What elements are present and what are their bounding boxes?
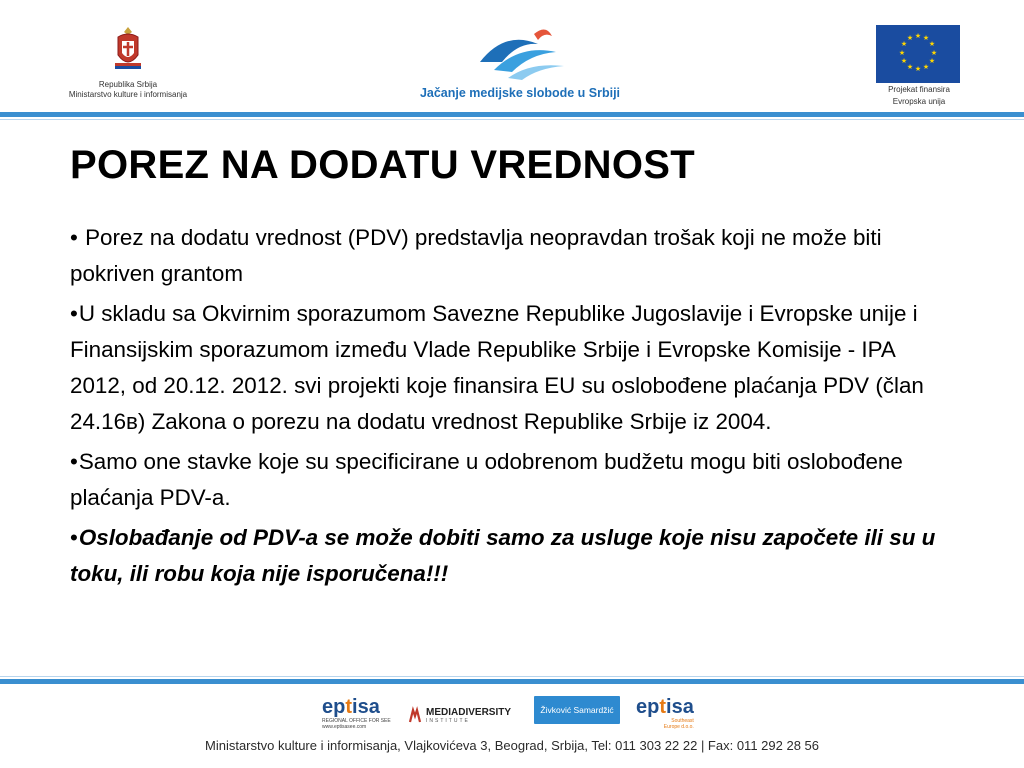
bullet-mark: • [70,225,78,250]
eptisa2-text-b: t [659,696,667,718]
eu-logo-line2: Evropska unija [892,97,946,106]
svg-text:★: ★ [930,49,938,57]
eptisa-sub2: www.eptisasee.com [322,724,367,730]
media-diversity-logo [408,700,511,730]
serbia-logo-line1: Republika Srbija [98,80,158,89]
svg-text:★: ★ [922,34,930,42]
svg-text:★: ★ [900,40,908,48]
eptisa2-sub1: Southeast [671,718,694,724]
svg-text:★: ★ [906,34,914,42]
media-diversity-icon [408,706,422,724]
eptisa-sub1: REGIONAL OFFICE FOR SEE [322,718,391,724]
svg-text:★: ★ [914,65,922,73]
eu-flag-icon [876,25,960,83]
bullet-item-emphasized [70,520,950,592]
eu-logo-line1: Projekat finansira [888,85,950,94]
eptisa-regional-logo [322,696,391,730]
bullet-text: U skladu sa Okvirnim sporazumom Savezne Republike Jugoslavije i Evropske unije i Finansijskim sporazumom između Vlade Republike Srbije i Evropske Komisije - IPA 2012, od 20.12. 2012. svi projekti koje finansira EU su oslobođene plaćanja PDV (član 24.16в) Zakona o porezu na dodatu vrednost Republike Srbije iz 2004. [70,301,924,434]
serbia-logo-line2: Ministarstvo kulture i informisanja [68,90,188,99]
eptisa-text-a: ep [322,696,346,718]
svg-text:★: ★ [900,57,908,65]
svg-text:★: ★ [928,57,936,65]
slide-header [0,0,1024,112]
serbia-coat-of-arms-icon [112,25,144,75]
eptisa-text-c: isa [352,696,380,718]
eptisa2-sub2: Europe d.o.o. [663,724,694,730]
header-divider-thin [0,119,1024,120]
zivkovic-samardzic-logo [534,696,620,726]
mdi-name1: MEDIA [426,706,459,718]
bullet-mark: • [70,525,78,550]
bullet-mark: • [70,449,78,474]
bullet-text: Samo one stavke koje su specificirane u odobrenom budžetu mogu biti oslobođene plaćanja PDV-a. [70,449,903,510]
bullet-item [70,444,950,516]
footer-address: Ministarstvo kulture i informisanja, Vlajkovićeva 3, Beograd, Srbija, Tel: 011 303 22 22 | Fax: 011 292 28 56 [205,738,819,753]
project-logo-text: Jačanje medijske slobode u Srbiji [419,86,621,100]
project-logo [400,22,640,100]
bullet-mark: • [70,301,78,326]
svg-text:★: ★ [906,63,914,71]
serbia-ministry-logo [58,25,198,100]
project-bird-icon [460,22,580,84]
bullet-list [70,220,950,596]
bullet-text: Oslobađanje od PDV-a se može dobiti samo za usluge koje nisu započete ili su u toku, ili robu koja nije isporučena!!! [70,525,936,586]
bullet-text: Porez na dodatu vrednost (PDV) predstavlja neopravdan trošak koji ne može biti pokriven grantom [70,225,882,286]
slide-footer [0,684,1024,768]
footer-divider-thin [0,676,1024,677]
svg-text:★: ★ [898,49,906,57]
zs-text: Živković Samardžić [534,696,620,724]
bullet-item [70,220,950,292]
eptisa2-text-a: ep [636,696,660,718]
svg-text:★: ★ [922,63,930,71]
slide-title: POREZ NA DODATU VREDNOST [70,143,695,187]
mdi-sub: INSTITUTE [426,717,470,724]
svg-text:★: ★ [914,32,922,40]
mdi-name2: DIVERSITY [458,706,512,718]
eptisa-text-b: t [345,696,353,718]
bullet-item [70,296,950,440]
header-divider [0,112,1024,117]
eptisa2-text-c: isa [666,696,694,718]
svg-text:★: ★ [928,40,936,48]
eu-logo [876,25,962,107]
eptisa-see-logo [636,696,694,730]
